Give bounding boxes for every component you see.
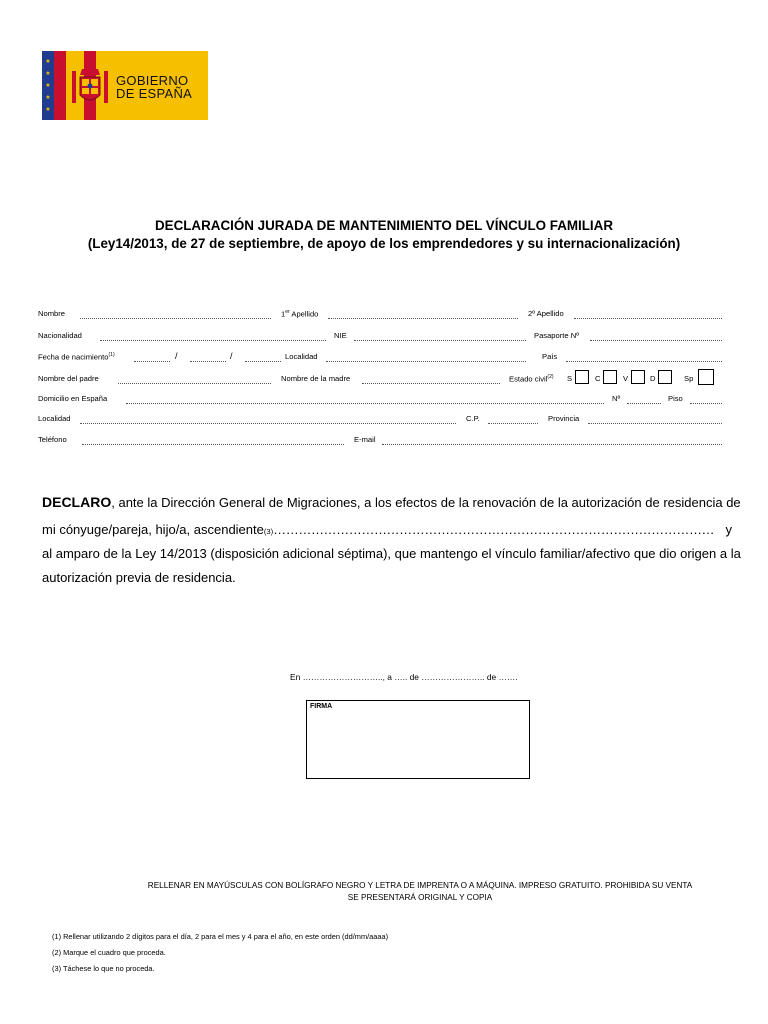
telefono-label: Teléfono xyxy=(38,435,67,444)
declaration-line-2-end: y xyxy=(725,522,732,537)
fecha-dia-field[interactable] xyxy=(134,361,170,362)
localidad-nacimiento-field[interactable] xyxy=(326,361,526,362)
estado-c-checkbox[interactable] xyxy=(603,370,617,384)
notice-line-1: RELLENAR EN MAYÚSCULAS CON BOLÍGRAFO NEGRO Y LETRA DE IMPRENTA O A MÁQUINA. IMPRESO GRATUITO. PROHIBIDA SU VENTA xyxy=(147,881,693,890)
footnote-1: (1) Rellenar utilizando 2 dígitos para el día, 2 para el mes y 4 para el año, en este orden (dd/mm/aaaa) xyxy=(52,932,389,941)
estado-option-sp-label: Sp xyxy=(684,374,694,383)
nombre-padre-label: Nombre del padre xyxy=(38,374,99,383)
provincia-field[interactable] xyxy=(588,423,722,424)
nombre-padre-field[interactable] xyxy=(118,383,271,384)
estado-sp-checkbox[interactable] xyxy=(698,369,714,385)
nie-label: NIE xyxy=(334,331,347,340)
nombre-madre-field[interactable] xyxy=(362,383,500,384)
declaration-line-1: DECLARO, ante la Dirección General de Migraciones, a los efectos de la renovación de la autorización de residencia de xyxy=(42,494,741,510)
cp-field[interactable] xyxy=(488,423,538,424)
signature-box[interactable] xyxy=(306,700,530,779)
place-date-line[interactable]: En ……………………….., a ….. de ………………….. de ……. xyxy=(290,672,518,682)
email-field[interactable] xyxy=(382,444,722,445)
localidad-nacimiento-label: Localidad xyxy=(285,352,318,361)
numero-label: Nº xyxy=(612,394,621,403)
date-slash-2: / xyxy=(230,351,233,361)
pasaporte-field[interactable] xyxy=(590,340,722,341)
document-subtitle: (Ley14/2013, de 27 de septiembre, de apoyo de los emprendedores y su internacionalización) xyxy=(87,236,681,251)
fecha-nacimiento-label: Fecha de nacimiento$^{(1)}$ xyxy=(38,352,115,362)
telefono-field[interactable] xyxy=(82,444,344,445)
government-logo xyxy=(42,51,208,120)
estado-s-checkbox[interactable] xyxy=(575,370,589,384)
coat-of-arms-icon xyxy=(70,61,110,111)
numero-field[interactable] xyxy=(627,403,661,404)
pais-label: País xyxy=(542,352,558,361)
footnote-2: (2) Marque el cuadro que proceda. xyxy=(52,948,166,957)
estado-option-d-label: D xyxy=(650,374,656,383)
nacionalidad-label: Nacionalidad xyxy=(38,331,82,340)
estado-option-s-label: S xyxy=(567,374,573,383)
estado-option-c-label: C xyxy=(595,374,601,383)
declaration-line-3: al amparo de la Ley 14/2013 (disposición adicional séptima), que mantengo el vínculo familiar/afectivo que dio origen a la xyxy=(42,546,741,561)
notice-line-2: SE PRESENTARÁ ORIGINAL Y COPIA xyxy=(347,893,493,902)
signature-label: FIRMA xyxy=(310,703,333,710)
pasaporte-label: Pasaporte Nº xyxy=(534,331,579,340)
apellido2-label: 2º Apellido xyxy=(528,309,564,318)
eu-stripe: ★ ★ ★ ★ ★ xyxy=(42,51,54,120)
footnote-3: (3) Táchese lo que no proceda. xyxy=(52,964,155,973)
date-slash-1: / xyxy=(175,351,178,361)
cp-label: C.P. xyxy=(466,414,480,423)
fecha-anio-field[interactable] xyxy=(245,361,281,362)
logo-text-line1: GOBIERNO xyxy=(116,73,189,88)
domicilio-label: Domicilio en España xyxy=(38,394,108,403)
declaro-word: DECLARO xyxy=(42,494,112,510)
nombre-label: Nombre xyxy=(38,309,66,318)
estado-d-checkbox[interactable] xyxy=(658,370,672,384)
estado-civil-label: Estado civil$^{(2)}$ xyxy=(509,374,554,384)
apellido2-field[interactable] xyxy=(574,318,722,319)
nombre-madre-label: Nombre de la madre xyxy=(281,374,351,383)
pais-field[interactable] xyxy=(566,361,722,362)
localidad-label: Localidad xyxy=(38,414,71,423)
provincia-label: Provincia xyxy=(548,414,580,423)
declaration-line-2: mi cónyuge/pareja, hijo/a, ascendiente(3)…………………………………………………………………………………………… xyxy=(42,522,715,537)
fecha-mes-field[interactable] xyxy=(190,361,226,362)
piso-field[interactable] xyxy=(690,403,722,404)
email-label: E-mail xyxy=(354,435,376,444)
nacionalidad-field[interactable] xyxy=(100,340,326,341)
estado-option-v-label: V xyxy=(623,374,629,383)
declaration-line-4: autorización previa de residencia. xyxy=(42,570,236,585)
estado-v-checkbox[interactable] xyxy=(631,370,645,384)
logo-text-line2: DE ESPAÑA xyxy=(116,86,193,101)
localidad-field[interactable] xyxy=(80,423,456,424)
document-title: DECLARACIÓN JURADA DE MANTENIMIENTO DEL VÍNCULO FAMILIAR xyxy=(154,218,613,233)
domicilio-field[interactable] xyxy=(126,403,604,404)
apellido1-field[interactable] xyxy=(328,318,518,319)
apellido1-label: 1er Apellido xyxy=(281,309,319,319)
nie-field[interactable] xyxy=(354,340,526,341)
piso-label: Piso xyxy=(668,394,683,403)
nombre-field[interactable] xyxy=(80,318,271,319)
